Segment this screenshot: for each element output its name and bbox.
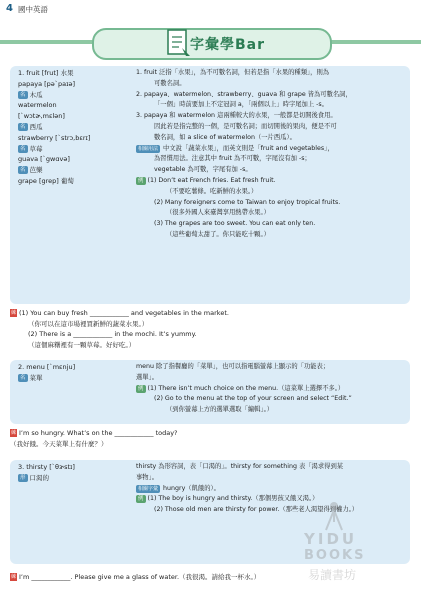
meaning-badge: 形: [20, 474, 26, 481]
practice-icon: 練: [10, 430, 16, 436]
vocab-box-menu: [10, 360, 410, 424]
meaning-badge: 名: [20, 91, 26, 98]
expl-line: (2) Those old men are thirsty for power.（那些老人渴望得到權力。）: [154, 506, 359, 514]
vocab-line: 3. thirsty [`θɝstɪ]: [18, 463, 75, 471]
expl-line: （不要吃薯條。吃新鮮的水果。）: [166, 187, 258, 195]
watermark-line3: 易讀書坊: [308, 568, 357, 582]
expl-line: （這些葡萄太甜了。你只能吃十顆。）: [166, 230, 270, 238]
example-tag: 例: [138, 496, 144, 503]
practice-icon: 練: [10, 310, 16, 316]
example-tag: 例: [138, 385, 144, 392]
practice-icon: 練: [10, 574, 16, 580]
expl-line: 事物」。: [136, 473, 159, 481]
vocab-line: 名 菜單: [20, 373, 43, 382]
page-number: 4: [6, 3, 13, 14]
vocab-line: strawberry [`strɔ,bɛrɪ]: [18, 133, 91, 142]
expl-line: （到你螢幕上方的選單選取「編輯」。）: [166, 406, 274, 414]
expl-line: (3) The grapes are too sweet. You can eat only ten.: [154, 220, 316, 228]
vocab-list: [18, 462, 75, 484]
expl-line: 2. papaya、watermelon、strawberry、guava 和 grape 皆為可數名詞，: [136, 90, 352, 98]
section-banner: [0, 20, 421, 72]
expl-line: 例 (1) Don’t eat French fries. Eat fresh fruit.: [138, 176, 276, 184]
expl-line: 「一個」時前要加上不定冠詞 a，「兩個以上」時字尾加上 -s。: [154, 101, 328, 109]
publisher-watermark: [304, 500, 414, 590]
vocab-line: 名 草莓: [20, 144, 43, 153]
practice-line: 練 I’m ____________. Please give me a glass of water.（我很渴。請給我一杯水。）: [10, 573, 261, 581]
expl-line: 1. fruit 泛指「水果」，為不可數名詞，但若是指「水果的種類」，則為: [136, 69, 330, 76]
meaning-badge: 名: [20, 374, 26, 381]
explanation: [136, 362, 406, 416]
vocab-line: grape [grep] 葡萄: [18, 176, 74, 185]
expl-line: 相關用法 中文說「蔬菜水果」，而英文則是「fruit and vegetables」，: [138, 144, 334, 152]
practice-2: [10, 428, 410, 449]
banner-pill: [92, 28, 332, 60]
explanation: [136, 68, 406, 241]
meaning-badge: 名: [20, 167, 26, 174]
expl-line: （很多外國人來臺灣享用熱帶水果。）: [166, 209, 270, 217]
book-title: 國中英語: [18, 5, 48, 14]
practice-line: 練 (1) You can buy fresh ____________ and vegetables in the market.: [10, 309, 229, 317]
page-header: [0, 0, 421, 20]
vocab-line: papaya [pə`paɪə]: [18, 79, 76, 88]
vocab-line: 2. menu [`mɛnju]: [18, 363, 76, 371]
watermark-line1: YIDU: [304, 530, 358, 548]
practice-1: [10, 308, 410, 350]
vocab-line: [`wɔtɚ,mɛlən]: [18, 112, 65, 121]
expl-line: 例 (1) The boy is hungry and thirsty.（那個男孩又餓又渴。）: [138, 495, 319, 503]
practice-line: （我好餓。今天菜單上有什麼？）: [10, 439, 108, 448]
vocab-list: [18, 362, 75, 384]
meaning-badge: 名: [20, 123, 26, 130]
expl-line: (2) Many foreigners come to Taiwan to enjoy tropical fruits.: [154, 198, 341, 206]
expl-line: 可數名詞。: [154, 79, 186, 87]
expl-line: (2) Go to the menu at the top of your screen and select “Edit.”: [154, 395, 352, 403]
vocab-line: 1. fruit [frut] 水果: [18, 69, 74, 77]
expl-line: 3. papaya 和 watermelon 這兩種較大的水果，一般都是切開後食用。: [136, 112, 337, 120]
expl-line: thirsty 為形容詞，表「口渴的」。thirsty for something 表「渴求得到某: [136, 463, 344, 470]
expl-line: vegetable 為可數，字尾有加 -s。: [154, 166, 252, 174]
practice-line: （你可以在這市場裡買新鮮的蔬菜水果。）: [28, 319, 149, 328]
vocab-list: [18, 68, 90, 187]
meaning-badge: 名: [20, 145, 26, 152]
practice-line: （這個麻糬裡有一顆草莓。好好吃。）: [28, 340, 136, 349]
vocab-box-fruit: [10, 66, 410, 304]
expl-line: 選單」。: [136, 373, 159, 381]
expl-line: 因此若是指完整的一個，是可數名詞；而切開後的果肉，便是不可: [154, 122, 337, 130]
vocab-line: 名 芭樂: [20, 166, 43, 175]
expl-line: 相關字彙 hungry（飢餓的）。: [138, 484, 220, 492]
vocab-line: watermelon: [18, 101, 57, 110]
practice-line: (2) There is a ____________ in the mochi. It’s yummy.: [28, 330, 197, 338]
expl-line: 數名詞，如 a slice of watermelon（一片西瓜）。: [154, 133, 296, 141]
practice-line: 練 I’m so hungry. What’s on the ____________ today?: [10, 429, 178, 437]
expl-line: 例 (1) There isn’t much choice on the menu.（這菜單上選擇不多。）: [138, 384, 345, 392]
vocab-line: 形 口渴的: [20, 473, 50, 482]
document-icon: [164, 26, 192, 60]
expl-line: menu 除了指餐廳的「菜單」，也可以指電腦螢幕上顯示的「功能表；: [136, 363, 330, 370]
banner-title: 字彙學Bar: [190, 37, 266, 53]
vocab-line: 名 西瓜: [20, 122, 43, 131]
related-tag: 相關用法: [138, 145, 159, 152]
example-tag: 例: [138, 177, 144, 184]
vocab-line: guava [`gwɑvə]: [18, 155, 70, 164]
watermark-line2: BOOKS: [304, 548, 366, 563]
vocab-line: 名 木瓜: [20, 90, 43, 99]
expl-line: 為習慣用法。注意其中 fruit 為不可數，字尾沒有加 -s；: [154, 155, 311, 163]
related-tag: 相關字彙: [138, 485, 159, 492]
